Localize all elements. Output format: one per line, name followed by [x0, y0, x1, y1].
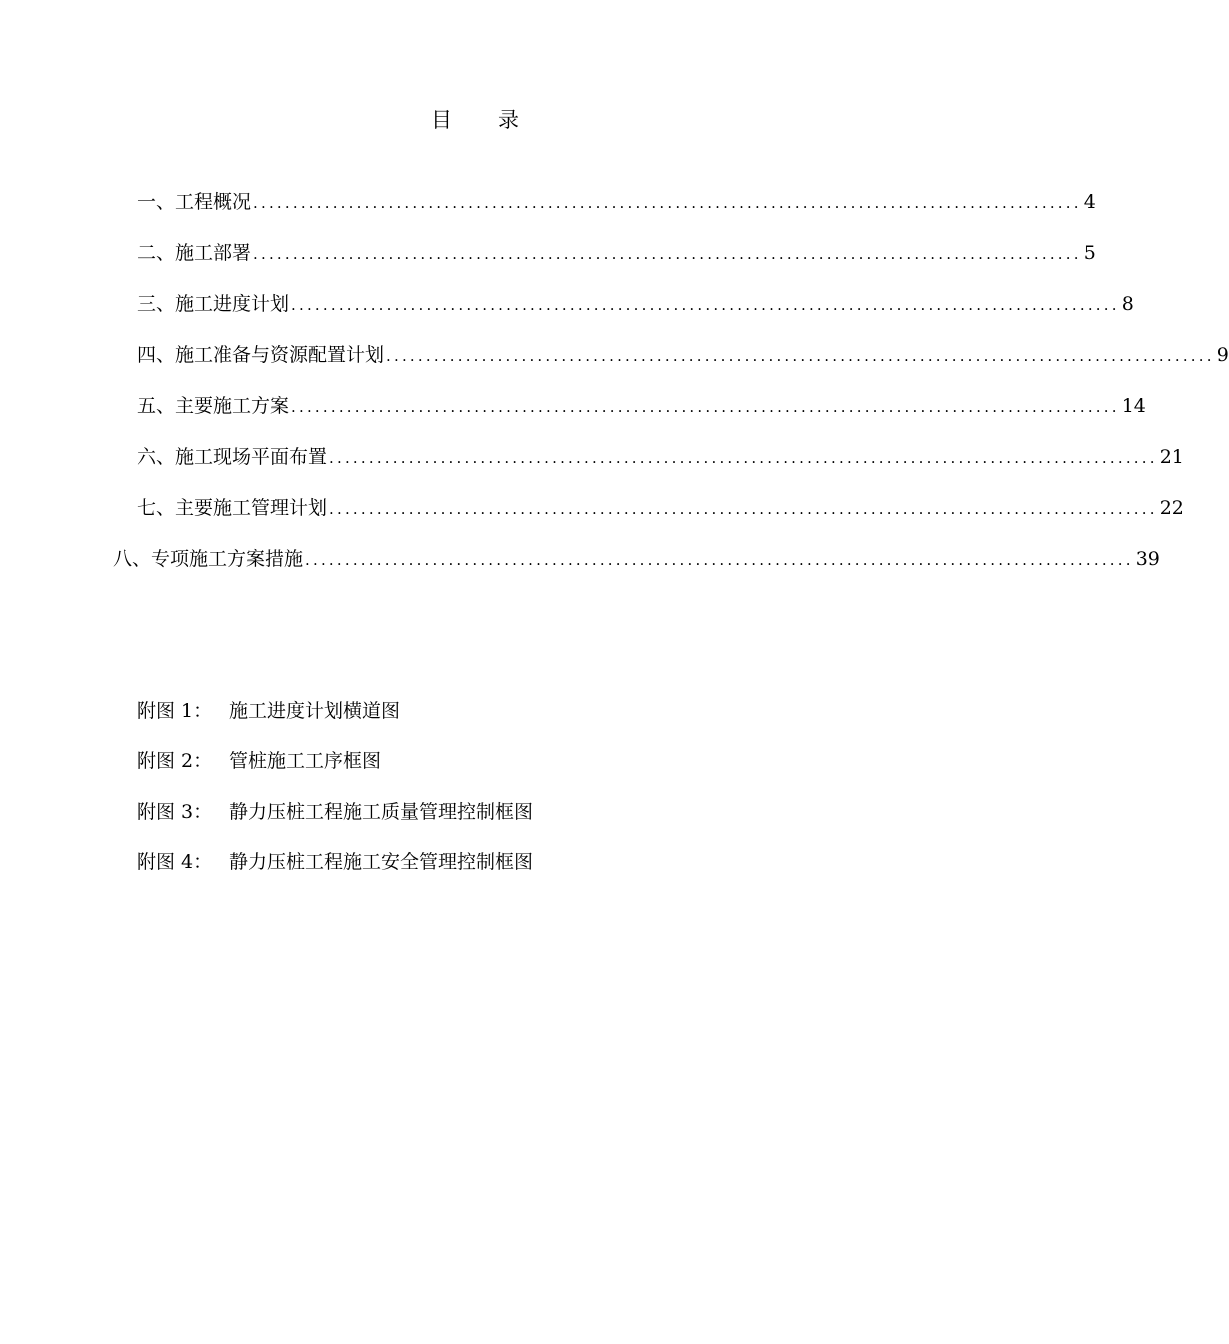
appendix-entry[interactable]: [137, 798, 533, 826]
appendix-number: 附图 3：: [137, 801, 213, 823]
toc-dot-leader: ........................................................................................................: [291, 296, 1120, 314]
appendix-entry[interactable]: [137, 697, 400, 725]
toc-dot-leader: ........................................................................................................: [291, 398, 1120, 416]
toc-entry-page: 8: [1121, 293, 1134, 315]
toc-entry[interactable]: [137, 239, 1096, 267]
appendix-entry[interactable]: [137, 848, 533, 876]
toc-dot-leader: ........................................................................................................: [305, 551, 1134, 569]
toc-entry[interactable]: [137, 341, 1229, 369]
appendix-title: 静力压桩工程施工质量管理控制框图: [229, 801, 534, 823]
toc-dot-leader: ........................................................................................................: [253, 194, 1082, 212]
toc-entry-page: 39: [1135, 548, 1160, 570]
toc-entry[interactable]: [137, 494, 1184, 522]
appendix-title: 管桩施工工序框图: [229, 750, 382, 772]
toc-entry-page: 4: [1083, 191, 1096, 213]
toc-dot-leader: ........................................................................................................: [386, 347, 1215, 365]
toc-entry-page: 21: [1159, 446, 1184, 468]
toc-entry-label: 一、工程概况: [137, 191, 252, 213]
appendix-number: 附图 4：: [137, 851, 213, 873]
toc-entry-page: 22: [1159, 497, 1184, 519]
toc-dot-leader: ........................................................................................................: [329, 500, 1158, 518]
appendix-entry[interactable]: [137, 747, 381, 775]
toc-entry[interactable]: [137, 188, 1096, 216]
toc-dot-leader: ........................................................................................................: [253, 245, 1082, 263]
toc-entry-label: 五、主要施工方案: [137, 395, 290, 417]
appendix-number: 附图 2：: [137, 750, 213, 772]
toc-entry-label: 二、施工部署: [137, 242, 252, 264]
appendix-title: 静力压桩工程施工安全管理控制框图: [229, 851, 534, 873]
toc-entry-label: 三、施工进度计划: [137, 293, 290, 315]
toc-entry-label: 六、施工现场平面布置: [137, 446, 328, 468]
toc-entry[interactable]: [113, 545, 1160, 573]
page-title: [0, 104, 950, 134]
toc-entry[interactable]: [137, 443, 1184, 471]
toc-entry[interactable]: [137, 290, 1134, 318]
toc-entry-label: 七、主要施工管理计划: [137, 497, 328, 519]
toc-entry-label: 八、专项施工方案措施: [113, 548, 304, 570]
appendix-title: 施工进度计划横道图: [229, 700, 401, 722]
title-char-left: 目: [431, 108, 452, 132]
toc-dot-leader: ........................................................................................................: [329, 449, 1158, 467]
toc-entry-page: 5: [1083, 242, 1096, 264]
toc-entry-label: 四、施工准备与资源配置计划: [137, 344, 385, 366]
toc-entry[interactable]: [137, 392, 1146, 420]
toc-entry-page: 14: [1121, 395, 1146, 417]
title-char-right: 录: [498, 108, 519, 132]
toc-entry-page: 9: [1216, 344, 1229, 366]
appendix-number: 附图 1：: [137, 700, 213, 722]
